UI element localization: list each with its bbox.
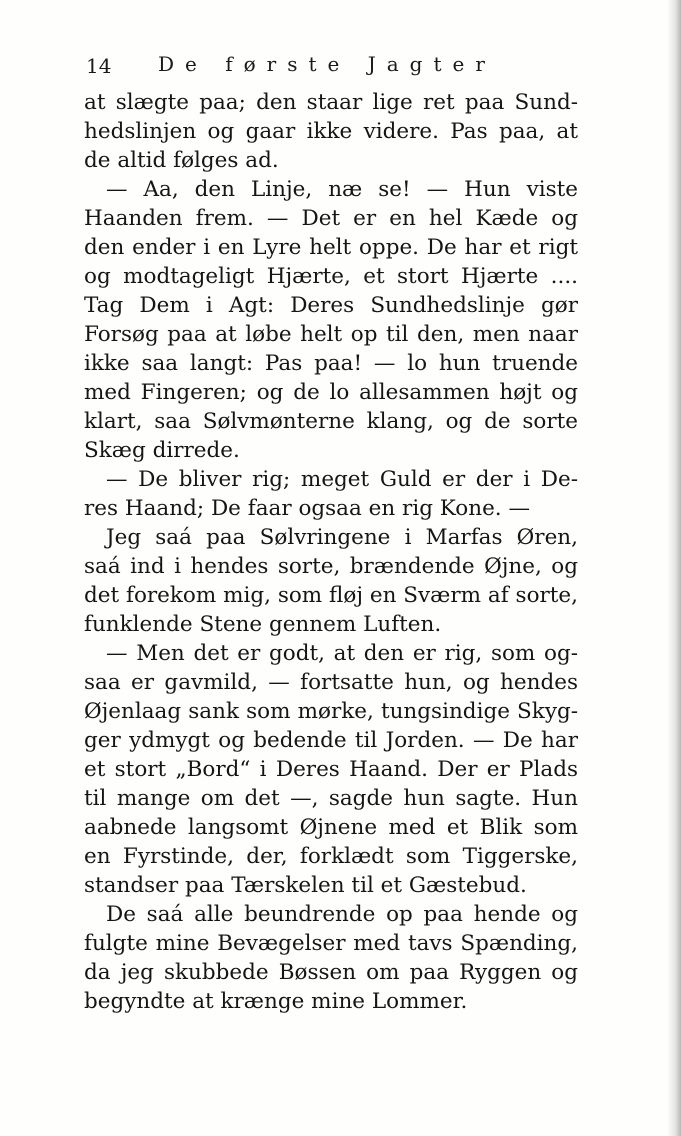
text-line: at slægte paa; den staar lige ret paa Sund- [84, 90, 578, 115]
running-title: De første Jagter [158, 52, 496, 76]
text-line: hedslinjen og gaar ikke videre. Pas paa, at [84, 119, 578, 144]
text-line: den ender i en Lyre helt oppe. De har et rigt [84, 235, 578, 260]
text-line: klart, saa Sølvmønterne klang, og de sorte [84, 409, 578, 434]
text-line: Øjenlaag sank som mørke, tungsindige Skyg- [84, 699, 578, 724]
text-line: — Aa, den Linje, næ se! — Hun viste [106, 177, 578, 202]
text-line: til mange om det —, sagde hun sagte. Hun [84, 786, 578, 811]
text-line: det forekom mig, som fløj en Sværm af sorte, [84, 583, 578, 608]
text-line: en Fyrstinde, der, forklædt som Tiggerske, [84, 844, 578, 869]
text-line: fulgte mine Bevægelser med tavs Spænding, [84, 931, 578, 956]
text-line: Jeg saá paa Sølvringene i Marfas Øren, [106, 525, 578, 550]
text-line: — Men det er godt, at den er rig, som og- [106, 641, 578, 666]
text-line: Forsøg paa at løbe helt op til den, men naar [84, 322, 578, 347]
text-line: de altid følges ad. [84, 148, 279, 173]
page-edge-shadow [667, 0, 681, 1136]
body-text [84, 88, 578, 1016]
text-line: Haanden frem. — Det er en hel Kæde og [84, 206, 578, 231]
text-line: Skæg dirrede. [84, 438, 240, 463]
text-line: med Fingeren; og de lo allesammen højt og [84, 380, 578, 405]
text-line: — De bliver rig; meget Guld er der i De- [106, 467, 578, 492]
text-line: funklende Stene gennem Luften. [84, 612, 442, 637]
text-line: aabnede langsomt Øjnene med et Blik som [84, 815, 578, 840]
text-line: De saá alle beundrende op paa hende og [106, 902, 578, 927]
text-line: ger ydmygt og bedende til Jorden. — De har [84, 728, 578, 753]
text-line: saá ind i hendes sorte, brændende Øjne, og [84, 554, 578, 579]
text-line: res Haand; De faar ogsaa en rig Kone. — [84, 496, 530, 521]
text-line: saa er gavmild, — fortsatte hun, og hendes [84, 670, 578, 695]
page-header [82, 48, 582, 88]
page-number: 14 [86, 54, 112, 78]
text-line: ikke saa langt: Pas paa! — lo hun truende [84, 351, 578, 376]
text-line: da jeg skubbede Bøssen om paa Ryggen og [84, 960, 578, 985]
text-line: Tag Dem i Agt: Deres Sundhedslinje gør [84, 293, 578, 318]
text-line: et stort „Bord“ i Deres Haand. Der er Plads [84, 757, 578, 782]
text-line: standser paa Tærskelen til et Gæstebud. [84, 873, 527, 898]
text-line: begyndte at krænge mine Lommer. [84, 989, 468, 1014]
text-line: og modtageligt Hjærte, et stort Hjærte .... [84, 264, 578, 289]
